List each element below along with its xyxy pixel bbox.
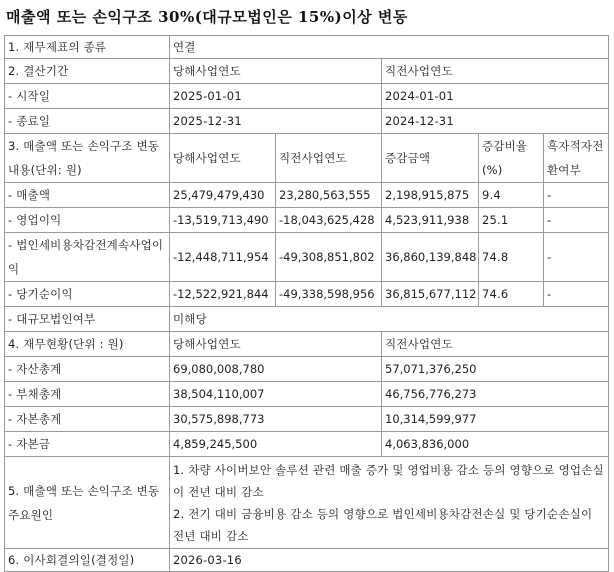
capital-stock-current: 4,859,245,500: [170, 432, 382, 457]
change-header-label: 3. 매출액 또는 손익구조 변동내용(단위: 원): [5, 134, 170, 183]
change-header-current: 당해사업연도: [170, 134, 276, 183]
financial-status-label: 4. 재무현황(단위 : 원): [5, 332, 170, 357]
financial-status-current-header: 당해사업연도: [170, 332, 382, 357]
end-date-label: - 종료일: [5, 109, 170, 134]
row-end-date: [5, 109, 609, 134]
board-date-label: 6. 이사회결의일(결정일): [5, 549, 170, 572]
change-header-diff: 증감금액: [382, 134, 479, 183]
capital-stock-label: - 자본금: [5, 432, 170, 457]
total-assets-current: 69,080,008,780: [170, 357, 382, 382]
main-cause-label: 5. 매출액 또는 손익구조 변동 주요원인: [5, 457, 170, 549]
total-equity-label: - 자본총계: [5, 407, 170, 432]
operating-income-previous: -18,043,625,428: [276, 208, 382, 233]
row-board-date: [5, 549, 609, 572]
total-liabilities-previous: 46,756,776,273: [382, 382, 609, 407]
row-fiscal-period: [5, 59, 609, 84]
start-date-label: - 시작일: [5, 84, 170, 109]
net-income-previous: -49,338,598,956: [276, 282, 382, 307]
operating-income-flag: -: [544, 208, 609, 233]
revenue-ratio: 9.4: [479, 183, 544, 208]
revenue-label: - 매출액: [5, 183, 170, 208]
pretax-income-ratio: 74.8: [479, 233, 544, 282]
start-date-current: 2025-01-01: [170, 84, 382, 109]
row-total-assets: [5, 357, 609, 382]
pretax-income-current: -12,448,711,954: [170, 233, 276, 282]
revenue-current: 25,479,479,430: [170, 183, 276, 208]
row-total-liabilities: [5, 382, 609, 407]
row-net-income: [5, 282, 609, 307]
revenue-previous: 23,280,563,555: [276, 183, 382, 208]
start-date-previous: 2024-01-01: [382, 84, 609, 109]
total-equity-current: 30,575,898,773: [170, 407, 382, 432]
change-header-previous: 직전사업연도: [276, 134, 382, 183]
total-liabilities-current: 38,504,110,007: [170, 382, 382, 407]
row-main-cause: [5, 457, 609, 549]
end-date-previous: 2024-12-31: [382, 109, 609, 134]
net-income-label: - 당기순이익: [5, 282, 170, 307]
change-header-flag: 흑자적자전환여부: [544, 134, 609, 183]
disclosure-table: [4, 35, 609, 572]
net-income-flag: -: [544, 282, 609, 307]
pretax-income-diff: 36,860,139,848: [382, 233, 479, 282]
total-equity-previous: 10,314,599,977: [382, 407, 609, 432]
row-revenue: [5, 183, 609, 208]
change-header-ratio: 증감비율(%): [479, 134, 544, 183]
row-statement-type: [5, 36, 609, 59]
row-financial-status: [5, 332, 609, 357]
statement-type-value: 연결: [170, 36, 609, 59]
operating-income-diff: 4,523,911,938: [382, 208, 479, 233]
row-operating-income: [5, 208, 609, 233]
pretax-income-label: - 법인세비용차감전계속사업이익: [5, 233, 170, 282]
total-assets-label: - 자산총계: [5, 357, 170, 382]
total-assets-previous: 57,071,376,250: [382, 357, 609, 382]
row-capital-stock: [5, 432, 609, 457]
net-income-diff: 36,815,677,112: [382, 282, 479, 307]
large-corp-label: - 대규모법인여부: [5, 307, 170, 332]
net-income-current: -12,522,921,844: [170, 282, 276, 307]
pretax-income-previous: -49,308,851,802: [276, 233, 382, 282]
end-date-current: 2025-12-31: [170, 109, 382, 134]
fiscal-period-label: 2. 결산기간: [5, 59, 170, 84]
operating-income-current: -13,519,713,490: [170, 208, 276, 233]
financial-status-previous-header: 직전사업연도: [382, 332, 609, 357]
fiscal-period-current-header: 당해사업연도: [170, 59, 382, 84]
main-cause-value: 1. 차량 사이버보안 솔루션 관련 매출 증가 및 영업비용 감소 등의 영향으로 영업손실이 전년 대비 감소 2. 전기 대비 금융비용 감소 등의 영향으로 법인세비용차감전손실 및 당기순손실이 전년 대비 감소: [170, 457, 609, 549]
row-start-date: [5, 84, 609, 109]
pretax-income-flag: -: [544, 233, 609, 282]
board-date-value: 2026-03-16: [170, 549, 609, 572]
fiscal-period-previous-header: 직전사업연도: [382, 59, 609, 84]
row-large-corp: [5, 307, 609, 332]
row-total-equity: [5, 407, 609, 432]
capital-stock-previous: 4,063,836,000: [382, 432, 609, 457]
page-title: 매출액 또는 손익구조 30%(대규모법인은 15%)이상 변동: [6, 8, 408, 26]
row-change-header: [5, 134, 609, 183]
revenue-flag: -: [544, 183, 609, 208]
net-income-ratio: 74.6: [479, 282, 544, 307]
statement-type-label: 1. 재무제표의 종류: [5, 36, 170, 59]
operating-income-label: - 영업이익: [5, 208, 170, 233]
revenue-diff: 2,198,915,875: [382, 183, 479, 208]
row-pretax-income: [5, 233, 609, 282]
large-corp-value: 미해당: [170, 307, 609, 332]
operating-income-ratio: 25.1: [479, 208, 544, 233]
total-liabilities-label: - 부채총계: [5, 382, 170, 407]
